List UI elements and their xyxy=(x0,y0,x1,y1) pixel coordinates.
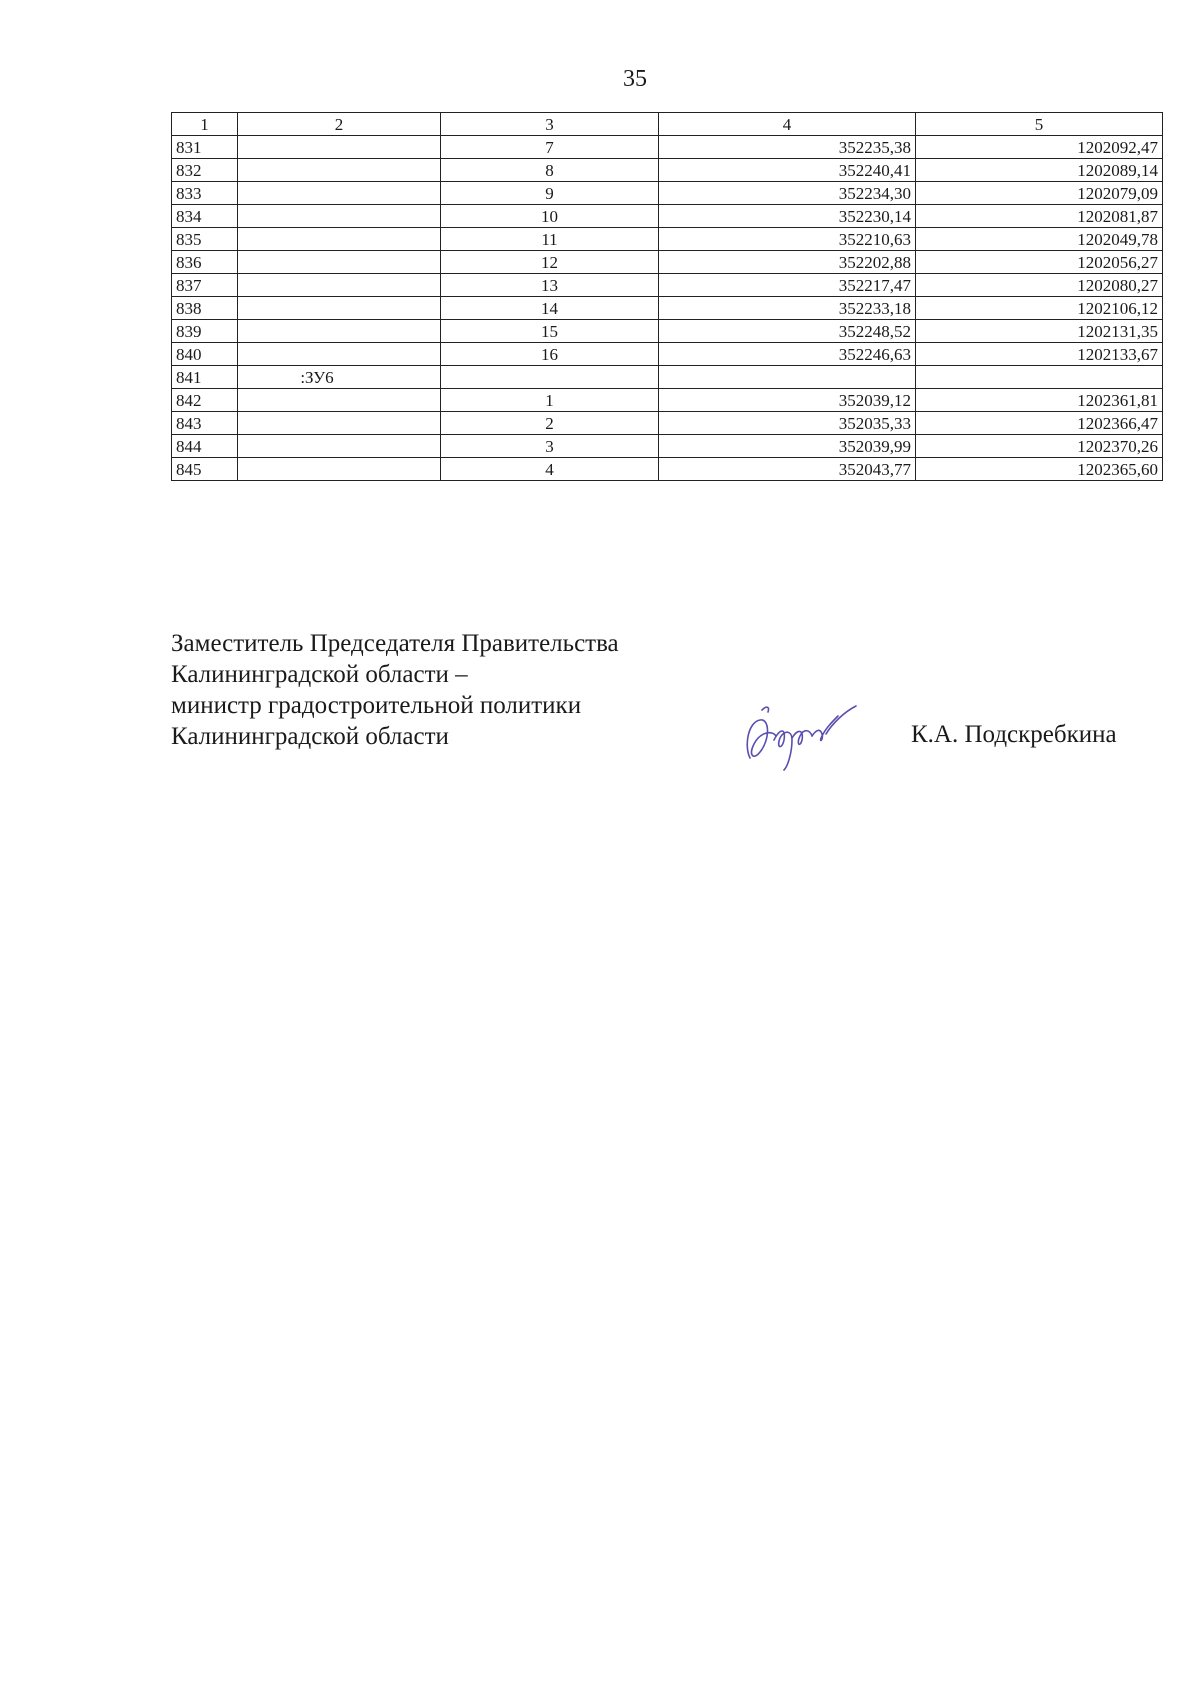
table-row xyxy=(172,182,1163,205)
table-cell: 352043,77 xyxy=(659,458,916,481)
table-cell xyxy=(238,343,441,366)
table-row xyxy=(172,205,1163,228)
table-cell: 16 xyxy=(441,343,659,366)
table-cell: 9 xyxy=(441,182,659,205)
column-header: 2 xyxy=(238,113,441,136)
table-row xyxy=(172,251,1163,274)
table-cell: 831 xyxy=(172,136,238,159)
table-header-row xyxy=(172,113,1163,136)
column-header: 4 xyxy=(659,113,916,136)
table-row xyxy=(172,389,1163,412)
table-cell: 352202,88 xyxy=(659,251,916,274)
table-cell: 12 xyxy=(441,251,659,274)
table-cell: 1202056,27 xyxy=(916,251,1163,274)
table-cell: 837 xyxy=(172,274,238,297)
table-cell: 838 xyxy=(172,297,238,320)
signer-name: К.А. Подскребкина xyxy=(911,721,1117,748)
table-cell: 352234,30 xyxy=(659,182,916,205)
table-cell: 1202079,09 xyxy=(916,182,1163,205)
column-header: 1 xyxy=(172,113,238,136)
table-cell: 1202092,47 xyxy=(916,136,1163,159)
table-cell: 842 xyxy=(172,389,238,412)
table-cell: 1 xyxy=(441,389,659,412)
table-row xyxy=(172,159,1163,182)
table-row xyxy=(172,274,1163,297)
table-cell: 352039,12 xyxy=(659,389,916,412)
table-cell: 834 xyxy=(172,205,238,228)
position-line: Калининградской области – xyxy=(171,661,468,688)
table-row xyxy=(172,320,1163,343)
table-cell xyxy=(238,251,441,274)
table-cell: 352039,99 xyxy=(659,435,916,458)
table-cell: 10 xyxy=(441,205,659,228)
table-cell: 841 xyxy=(172,366,238,389)
table-cell: 844 xyxy=(172,435,238,458)
table-cell xyxy=(238,435,441,458)
table-cell: 1202365,60 xyxy=(916,458,1163,481)
table-cell: 4 xyxy=(441,458,659,481)
table-cell: 8 xyxy=(441,159,659,182)
table-cell xyxy=(238,297,441,320)
table-cell: 352248,52 xyxy=(659,320,916,343)
table-cell: 1202081,87 xyxy=(916,205,1163,228)
table-cell: 1202366,47 xyxy=(916,412,1163,435)
table-cell: 13 xyxy=(441,274,659,297)
table-cell: 1202080,27 xyxy=(916,274,1163,297)
table-cell: 1202361,81 xyxy=(916,389,1163,412)
column-header: 3 xyxy=(441,113,659,136)
table-cell xyxy=(238,159,441,182)
table-cell xyxy=(238,228,441,251)
coordinates-table xyxy=(171,112,1163,481)
table-row xyxy=(172,412,1163,435)
table-cell: 833 xyxy=(172,182,238,205)
table-row xyxy=(172,136,1163,159)
table-cell: 835 xyxy=(172,228,238,251)
table-cell xyxy=(238,205,441,228)
table-cell: 845 xyxy=(172,458,238,481)
position-line: Калининградской области xyxy=(171,723,449,750)
table-cell: 1202370,26 xyxy=(916,435,1163,458)
table-cell: 1202131,35 xyxy=(916,320,1163,343)
table-cell: 15 xyxy=(441,320,659,343)
table-cell xyxy=(659,366,916,389)
table-cell: 1202049,78 xyxy=(916,228,1163,251)
table-cell xyxy=(238,366,441,389)
table-row xyxy=(172,228,1163,251)
table-cell: 352217,47 xyxy=(659,274,916,297)
table-cell: 3 xyxy=(441,435,659,458)
table-cell: 1202106,12 xyxy=(916,297,1163,320)
table-cell: 352210,63 xyxy=(659,228,916,251)
table-row xyxy=(172,297,1163,320)
table-row xyxy=(172,343,1163,366)
table-body xyxy=(172,136,1163,481)
table-cell xyxy=(238,274,441,297)
table-cell: 11 xyxy=(441,228,659,251)
table-cell: 352035,33 xyxy=(659,412,916,435)
table-cell xyxy=(238,320,441,343)
position-line: Заместитель Председателя Правительства xyxy=(171,630,619,657)
table-cell: 7 xyxy=(441,136,659,159)
table-row xyxy=(172,458,1163,481)
table-cell xyxy=(238,182,441,205)
table-cell: 352235,38 xyxy=(659,136,916,159)
table-cell: 836 xyxy=(172,251,238,274)
table-cell: 839 xyxy=(172,320,238,343)
table-cell: 832 xyxy=(172,159,238,182)
table-cell xyxy=(238,458,441,481)
table-cell: 2 xyxy=(441,412,659,435)
table-cell xyxy=(238,389,441,412)
table-cell: 840 xyxy=(172,343,238,366)
table-cell xyxy=(238,136,441,159)
table-row xyxy=(172,366,1163,389)
table-cell xyxy=(238,412,441,435)
table-cell: 1202133,67 xyxy=(916,343,1163,366)
table-cell xyxy=(916,366,1163,389)
table-cell xyxy=(441,366,659,389)
table-cell: 352233,18 xyxy=(659,297,916,320)
table-row xyxy=(172,435,1163,458)
table-cell: 843 xyxy=(172,412,238,435)
plot-label: :ЗУ6 xyxy=(300,367,334,387)
table-cell: 352230,14 xyxy=(659,205,916,228)
table-cell: 352246,63 xyxy=(659,343,916,366)
handwritten-signature xyxy=(740,700,860,772)
page-number: 35 xyxy=(623,66,647,92)
table-cell: 352240,41 xyxy=(659,159,916,182)
signatory-position xyxy=(171,628,619,752)
table-cell: 14 xyxy=(441,297,659,320)
position-line: министр градостроительной политики xyxy=(171,692,582,719)
table-cell: 1202089,14 xyxy=(916,159,1163,182)
column-header: 5 xyxy=(916,113,1163,136)
